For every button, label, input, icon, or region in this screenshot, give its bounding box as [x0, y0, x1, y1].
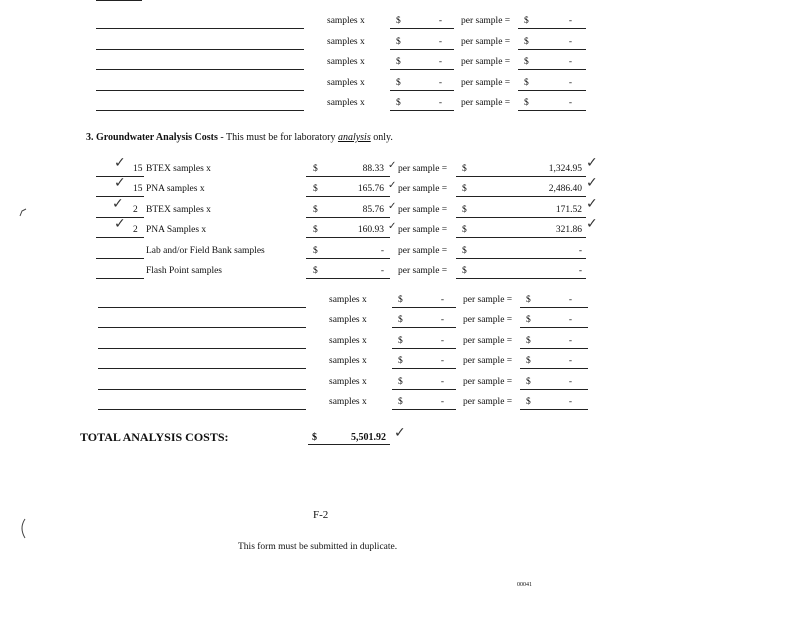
dollar-sign: $ [526, 397, 531, 407]
dollar-sign: $ [462, 246, 467, 256]
unit-cost-line[interactable] [392, 327, 456, 328]
unit-cost-line[interactable] [392, 368, 456, 369]
total-cost-value: 1,324.95 [548, 164, 582, 174]
total-cost-line[interactable] [456, 258, 586, 259]
dollar-sign: $ [313, 225, 318, 235]
total-cost-line[interactable] [518, 110, 586, 111]
total-cost-line[interactable] [456, 196, 586, 197]
total-label: TOTAL ANALYSIS COSTS: [80, 430, 229, 444]
total-cost-line[interactable] [518, 28, 586, 29]
total-cost-value: - [568, 98, 572, 108]
samples-label: samples x [329, 336, 367, 346]
unit-cost-line[interactable] [392, 348, 456, 349]
samples-label: samples x [327, 37, 365, 47]
blank-description-line[interactable] [96, 110, 304, 111]
per-sample-label: per sample = [398, 225, 448, 235]
total-cost-value: - [568, 336, 572, 346]
check-mark-icon: ✓ [388, 221, 397, 232]
unit-cost-value: - [440, 377, 444, 387]
analysis-label: BTEX samples x [146, 164, 211, 174]
unit-cost-value: 88.33 [362, 164, 384, 174]
unit-cost-value: - [380, 246, 384, 256]
total-dollar-sign: $ [312, 432, 317, 443]
per-sample-label: per sample = [461, 98, 511, 108]
unit-cost-value: 85.76 [362, 205, 384, 215]
check-mark-icon: ✓ [112, 196, 124, 212]
samples-label: samples x [327, 98, 365, 108]
total-cost-line[interactable] [520, 409, 588, 410]
dollar-sign: $ [313, 205, 318, 215]
section-note-suffix: only. [370, 132, 393, 143]
per-sample-label: per sample = [398, 266, 448, 276]
total-cost-line[interactable] [518, 49, 586, 50]
total-cost-line[interactable] [520, 389, 588, 390]
dollar-sign: $ [313, 246, 318, 256]
check-mark-icon: ✓ [586, 155, 598, 171]
check-mark-icon: ✓ [586, 175, 598, 191]
per-sample-label: per sample = [463, 336, 513, 346]
blank-description-line[interactable] [96, 69, 304, 70]
unit-cost-value: - [438, 98, 442, 108]
check-mark-icon: ✓ [388, 201, 397, 212]
unit-cost-value: - [440, 295, 444, 305]
dollar-sign: $ [524, 16, 529, 26]
samples-label: samples x [327, 16, 365, 26]
blank-description-line[interactable] [98, 409, 306, 410]
page-number: F-2 [313, 509, 329, 521]
unit-cost-line[interactable] [306, 237, 390, 238]
samples-label: samples x [329, 356, 367, 366]
unit-cost-line[interactable] [390, 49, 454, 50]
dollar-sign: $ [398, 356, 403, 366]
total-cost-value: - [568, 78, 572, 88]
per-sample-label: per sample = [463, 315, 513, 325]
total-underline [308, 444, 390, 445]
document-code: 00041 [517, 582, 532, 588]
dollar-sign: $ [396, 98, 401, 108]
per-sample-label: per sample = [463, 377, 513, 387]
unit-cost-line[interactable] [306, 217, 390, 218]
unit-cost-line[interactable] [392, 307, 456, 308]
dollar-sign: $ [462, 164, 467, 174]
unit-cost-value: - [438, 16, 442, 26]
dollar-sign: $ [526, 356, 531, 366]
unit-cost-line[interactable] [390, 69, 454, 70]
dollar-sign: $ [398, 377, 403, 387]
top-fragment-line [96, 0, 142, 1]
dollar-sign: $ [313, 266, 318, 276]
total-cost-line[interactable] [520, 368, 588, 369]
dollar-sign: $ [524, 78, 529, 88]
total-cost-line[interactable] [456, 217, 586, 218]
per-sample-label: per sample = [461, 57, 511, 67]
dollar-sign: $ [398, 336, 403, 346]
section-3-heading [86, 132, 393, 143]
analysis-label: BTEX samples x [146, 205, 211, 215]
dollar-sign: $ [313, 184, 318, 194]
margin-bracket-icon [18, 518, 28, 540]
total-cost-value: - [568, 57, 572, 67]
per-sample-label: per sample = [398, 246, 448, 256]
unit-cost-line[interactable] [392, 389, 456, 390]
per-sample-label: per sample = [461, 37, 511, 47]
blank-description-line[interactable] [98, 368, 306, 369]
blank-description-line[interactable] [96, 28, 304, 29]
samples-label: samples x [329, 397, 367, 407]
dollar-sign: $ [526, 315, 531, 325]
dollar-sign: $ [526, 377, 531, 387]
per-sample-label: per sample = [463, 356, 513, 366]
blank-description-line[interactable] [98, 307, 306, 308]
total-cost-value: - [568, 16, 572, 26]
total-cost-line[interactable] [520, 307, 588, 308]
unit-cost-value: - [440, 356, 444, 366]
check-mark-icon: ✓ [114, 175, 126, 191]
section-number: 3. [86, 132, 94, 143]
unit-cost-line[interactable] [306, 196, 390, 197]
check-mark-icon: ✓ [586, 216, 598, 232]
sample-count: 2 [133, 205, 138, 215]
dollar-sign: $ [462, 205, 467, 215]
unit-cost-value: - [440, 397, 444, 407]
blank-description-line[interactable] [96, 90, 304, 91]
total-cost-value: - [568, 377, 572, 387]
total-cost-value: - [568, 397, 572, 407]
blank-description-line[interactable] [98, 389, 306, 390]
check-mark-icon: ✓ [394, 425, 406, 441]
check-mark-icon: ✓ [114, 216, 126, 232]
unit-cost-value: - [440, 315, 444, 325]
check-mark-icon: ✓ [388, 160, 397, 171]
unit-cost-value: 160.93 [357, 225, 384, 235]
total-cost-value: - [578, 246, 582, 256]
unit-cost-line[interactable] [390, 90, 454, 91]
blank-description-line[interactable] [96, 49, 304, 50]
section-title: Groundwater Analysis Costs [96, 132, 218, 143]
unit-cost-value: - [438, 37, 442, 47]
unit-cost-line[interactable] [306, 258, 390, 259]
sample-count: 2 [133, 225, 138, 235]
samples-label: samples x [327, 57, 365, 67]
dollar-sign: $ [526, 336, 531, 346]
unit-cost-value: - [380, 266, 384, 276]
unit-cost-value: - [438, 78, 442, 88]
unit-cost-value: - [438, 57, 442, 67]
samples-label: samples x [329, 315, 367, 325]
margin-tick-icon [18, 208, 28, 218]
per-sample-label: per sample = [461, 78, 511, 88]
dollar-sign: $ [524, 57, 529, 67]
total-cost-line[interactable] [456, 237, 586, 238]
analysis-label: PNA samples x [146, 184, 205, 194]
total-cost-line[interactable] [518, 69, 586, 70]
dollar-sign: $ [524, 37, 529, 47]
per-sample-label: per sample = [461, 16, 511, 26]
per-sample-label: per sample = [398, 184, 448, 194]
unit-cost-line[interactable] [306, 176, 390, 177]
unit-cost-line[interactable] [390, 28, 454, 29]
samples-label: samples x [329, 295, 367, 305]
total-cost-line[interactable] [518, 90, 586, 91]
total-cost-value: - [568, 295, 572, 305]
check-mark-icon: ✓ [586, 196, 598, 212]
dollar-sign: $ [396, 78, 401, 88]
total-cost-value: - [568, 37, 572, 47]
dollar-sign: $ [462, 266, 467, 276]
samples-label: samples x [329, 377, 367, 387]
total-cost-line[interactable] [520, 327, 588, 328]
dollar-sign: $ [526, 295, 531, 305]
count-line[interactable] [96, 237, 144, 238]
unit-cost-line[interactable] [306, 278, 390, 279]
dollar-sign: $ [462, 225, 467, 235]
analysis-label: PNA Samples x [146, 225, 207, 235]
check-mark-icon: ✓ [114, 155, 126, 171]
duplicate-note: This form must be submitted in duplicate. [238, 542, 398, 552]
blank-description-line[interactable] [98, 327, 306, 328]
section-note-emphasis: analysis [337, 132, 371, 143]
total-value: 5,501.92 [351, 432, 386, 443]
total-cost-value: 321.86 [555, 225, 582, 235]
per-sample-label: per sample = [398, 205, 448, 215]
unit-cost-line[interactable] [390, 110, 454, 111]
unit-cost-value: 165.76 [357, 184, 384, 194]
per-sample-label: per sample = [463, 397, 513, 407]
blank-description-line[interactable] [98, 348, 306, 349]
total-cost-line[interactable] [520, 348, 588, 349]
section-note-prefix: - This must be for laboratory [217, 132, 338, 143]
samples-label: samples x [327, 78, 365, 88]
dollar-sign: $ [398, 315, 403, 325]
total-cost-value: - [568, 356, 572, 366]
analysis-label: Flash Point samples [146, 266, 223, 276]
dollar-sign: $ [396, 57, 401, 67]
dollar-sign: $ [398, 295, 403, 305]
total-cost-value: - [578, 266, 582, 276]
dollar-sign: $ [398, 397, 403, 407]
total-cost-line[interactable] [456, 176, 586, 177]
dollar-sign: $ [524, 98, 529, 108]
per-sample-label: per sample = [398, 164, 448, 174]
dollar-sign: $ [462, 184, 467, 194]
analysis-label: Lab and/or Field Bank samples [146, 246, 265, 256]
dollar-sign: $ [396, 37, 401, 47]
per-sample-label: per sample = [463, 295, 513, 305]
sample-count: 15 [133, 164, 143, 174]
total-cost-value: - [568, 315, 572, 325]
dollar-sign: $ [313, 164, 318, 174]
unit-cost-line[interactable] [392, 409, 456, 410]
unit-cost-value: - [440, 336, 444, 346]
total-cost-line[interactable] [456, 278, 586, 279]
count-line[interactable] [96, 258, 144, 259]
dollar-sign: $ [396, 16, 401, 26]
check-mark-icon: ✓ [388, 180, 397, 191]
count-line[interactable] [96, 278, 144, 279]
sample-count: 15 [133, 184, 143, 194]
total-cost-value: 171.52 [555, 205, 582, 215]
total-cost-value: 2,486.40 [548, 184, 582, 194]
